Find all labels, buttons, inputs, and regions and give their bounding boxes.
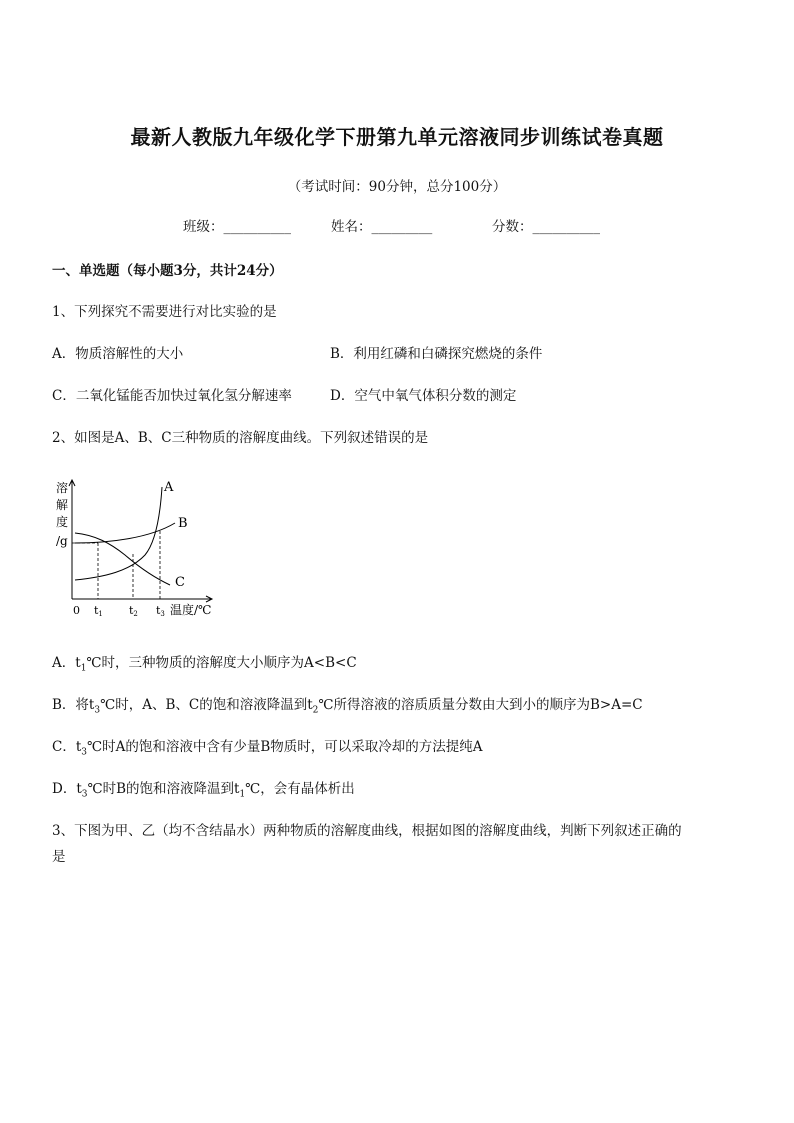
question-2-option-a: A．$t_1℃$时，三种物质的溶解度大小顺序为A<B<C [52,655,357,674]
question-2-option-d: D．$t_3℃$时B的饱和溶液降温到$t_1℃$，会有晶体析出 [52,781,355,800]
class-field: 班级：__________ [183,219,291,235]
y-label-char-2: 解 [56,498,69,512]
page-title: 最新人教版九年级化学下册第九单元溶液同步训练试卷真题 [130,125,664,149]
score-field: 分数：__________ [492,219,600,235]
question-2-option-b: B．将$t_3℃$时，A、B、C的饱和溶液降温到$t_2℃$所得溶液的溶质质量分数由大到小的顺序为B>A=C [52,697,643,716]
curve-c [75,533,170,585]
curve-a-label: A [164,480,174,495]
question-1-option-c: C．二氧化锰能否加快过氧化氢分解速率 [52,388,292,404]
t2-tick-label: t2 [129,604,138,618]
question-1-option-a: A．物质溶解性的大小 [52,346,184,362]
t3-tick-label: t3 [156,604,165,618]
question-3-stem-line-1: 3、下图为甲、乙（均不含结晶水）两种物质的溶解度曲线，根据如图的溶解度曲线，判断下列叙述正确的 [52,823,682,839]
section-heading: 一、单选题（每小题3分，共计24分） [52,263,283,279]
y-label-char-4: /g [56,534,68,548]
x-axis-label: 温度/℃ [170,603,212,617]
solubility-curve-figure [50,473,230,623]
curve-c-label: C [175,575,185,590]
question-2-option-c: C．$t_3℃$时A的饱和溶液中含有少量B物质时，可以采取冷却的方法提纯A [52,739,483,758]
t1-tick-label: t1 [94,604,103,618]
exam-subtitle: （考试时间：90分钟，总分100分） [287,179,507,195]
question-1-stem: 1、下列探究不需要进行对比实验的是 [52,304,277,320]
question-1-option-d: D．空气中氧气体积分数的测定 [330,388,517,404]
y-label-char-3: 度 [56,515,69,529]
question-3-stem-line-2: 是 [52,849,66,865]
origin-label: 0 [73,604,80,617]
y-label-char-1: 溶 [56,481,69,495]
curve-b-label: B [178,516,188,531]
question-1-option-b: B．利用红磷和白磷探究燃烧的条件 [330,346,543,362]
name-field: 姓名：_________ [331,219,433,235]
question-2-stem: 2、如图是A、B、C三种物质的溶解度曲线。下列叙述错误的是 [52,430,429,446]
